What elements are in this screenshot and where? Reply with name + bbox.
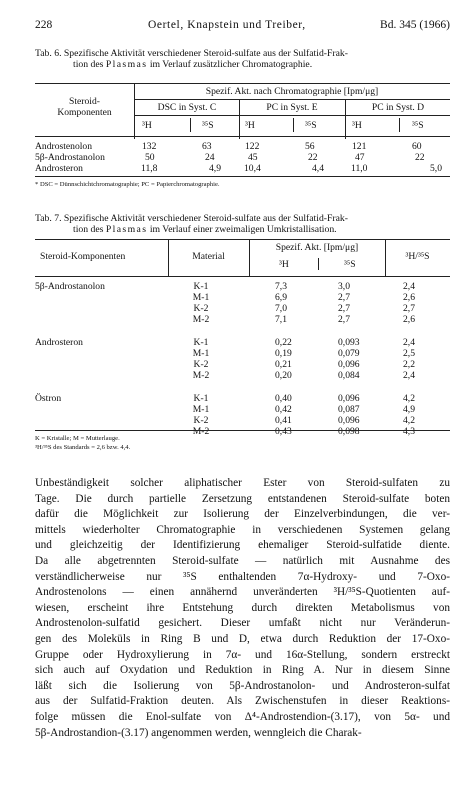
table6-cell: 63 — [202, 141, 212, 152]
table7-footnote-2: ³H/³⁵S des Standards = 2,6 bzw. 4,4. — [35, 444, 131, 451]
body-line: Da alle abgetrennten Steroid-sulfate — natürlich mit Ausnahme des — [35, 554, 450, 567]
body-line: Gruppe oder Hydroxylierung in 7α- und 16α-Stellung, sondern erstreckt — [35, 648, 450, 661]
table7-cell-s: 0,093 — [338, 337, 360, 348]
table7-material: M-1 — [192, 292, 210, 303]
table7-cell-ratio: 2,7 — [403, 303, 415, 314]
table6-footnote: * DSC = Dünnschichtchromatographie; PC = Papierchromatographie. — [35, 181, 220, 188]
table7-cell-h: 0,21 — [275, 359, 292, 370]
running-authors: Oertel, Knapstein und Treiber, — [148, 19, 306, 31]
body-line: wiesen, erscheint ihre Entstehung durch direkten Metabolismus von — [35, 601, 450, 614]
table6-cell: 24 — [205, 152, 215, 163]
table6-cell: 45 — [248, 152, 258, 163]
table7-cell-h: 0,40 — [275, 393, 292, 404]
table6-cell: 22 — [415, 152, 425, 163]
table7-cell-s: 0,087 — [338, 404, 360, 415]
body-line: Tage. Die durch partielle Zersetzung entstandenen Steroid-sulfate boten — [35, 492, 450, 505]
table6-row-name: Androsteron — [35, 163, 83, 174]
table7-group-name: Androsteron — [35, 337, 83, 348]
table6-cell: 10,4 — [244, 163, 261, 174]
table7-col-ratio: ³H/³⁵S — [405, 251, 430, 262]
table6-top-rule — [35, 83, 450, 84]
table7-cell-s: 0,084 — [338, 370, 360, 381]
table6-sub-h1: ³H — [142, 120, 152, 131]
body-line: aus der Sulfatid-Fraktion deuten. Als Zwischenstufen in dieser Reaktions- — [35, 695, 450, 708]
table6-sub-s1: ³⁵S — [202, 120, 214, 131]
table7-cell-h: 0,43 — [275, 426, 292, 437]
table7-material: M-2 — [192, 370, 210, 381]
table7-sub-h: ³H — [279, 259, 289, 270]
table7-cell-h: 7,1 — [275, 314, 287, 325]
table7-cell-s: 2,7 — [338, 303, 350, 314]
table6-cell: 11,8 — [141, 163, 158, 174]
volume-info: Bd. 345 (1966) — [380, 19, 450, 31]
table6-sub-h3: ³H — [352, 120, 362, 131]
table6-row-name: Androstenolon — [35, 141, 93, 152]
table7-cell-ratio: 4,2 — [403, 415, 415, 426]
table6-sub-s3: ³⁵S — [412, 120, 424, 131]
table7-cell-ratio: 2,6 — [403, 292, 415, 303]
page-number: 228 — [35, 19, 53, 31]
table7-cell-h: 6,9 — [275, 292, 287, 303]
body-line: Androstenolons — einen annähernd unveränderten ³H/³⁵S-Quotienten auf- — [35, 586, 450, 599]
body-line: 5β-Androstandion-(3.17) angenommen werden, wenngleich die Charak- — [35, 726, 362, 739]
table7-cell-h: 7,0 — [275, 303, 287, 314]
table6-cell: 5,0 — [430, 163, 442, 174]
table7-material: K-1 — [193, 337, 209, 348]
table7-cell-h: 0,41 — [275, 415, 292, 426]
table7-cell-h: 0,19 — [275, 348, 292, 359]
table6-row-name: 5β-Androstanolon — [35, 152, 105, 163]
table7-cell-ratio: 2,2 — [403, 359, 415, 370]
table7-spanner: Spezif. Akt. [Ipm/μg] — [275, 242, 359, 253]
table7-material: K-1 — [193, 393, 209, 404]
body-line: Unbeständigkeit solcher aliphatischer Ester von Steroid-sulfaten zu — [35, 477, 450, 489]
table6-cell: 11,0 — [351, 163, 368, 174]
body-line: sich auch auf Oxydation und Reduktion in Ring A. Nur in diesem Sinne — [35, 664, 450, 677]
table7-material: K-2 — [193, 303, 209, 314]
table7-material: K-2 — [193, 415, 209, 426]
table7-material: K-2 — [193, 359, 209, 370]
table6-caption: Tab. 6. Spezifische Aktivität verschiedener Steroid-sulfate aus der Sulfatid-Frak- tion des Plasmas im Verlauf zusätzlicher Chromatographie. — [35, 48, 348, 70]
table7-cell-ratio: 2,4 — [403, 281, 415, 292]
table6-sub-h2: ³H — [245, 120, 255, 131]
table6-group-1: DSC in Syst. C — [157, 102, 217, 113]
table6-spanner: Spezif. Akt. nach Chromatographie [Ipm/μg] — [205, 86, 379, 97]
table7-cell-h: 0,22 — [275, 337, 292, 348]
table7-footnote-1: K = Kristalle; M = Mutterlauge. — [35, 435, 120, 442]
body-text — [35, 476, 450, 741]
table6-cell: 22 — [308, 152, 318, 163]
table6-group-2: PC in Syst. E — [266, 102, 318, 113]
table7-material: M-2 — [192, 314, 210, 325]
table7-cell-s: 2,7 — [338, 292, 350, 303]
table6-rowhead-2: Komponenten — [57, 107, 112, 118]
table7-material: M-2 — [192, 426, 210, 437]
table6-sub-s2: ³⁵S — [305, 120, 317, 131]
table7-cell-ratio: 2,5 — [403, 348, 415, 359]
body-line: verständlicherweise nur ³⁵S enthaltenden 7α-Hydroxy- und 7-Oxo- — [35, 570, 450, 583]
table7-cell-ratio: 2,4 — [403, 337, 415, 348]
table6-cell: 122 — [245, 141, 260, 152]
table7-cell-h: 0,42 — [275, 404, 292, 415]
body-line: gen des Moleküls in Ring B und D, etwa durch Reduktion der 17-Oxo- — [35, 632, 450, 645]
table7-material: M-1 — [192, 404, 210, 415]
table6-group-3: PC in Syst. D — [371, 102, 425, 113]
table7-cell-ratio: 4,2 — [403, 393, 415, 404]
table7-material: K-1 — [193, 281, 209, 292]
table7-cell-ratio: 4,9 — [403, 404, 415, 415]
table7-cell-s: 0,098 — [338, 426, 360, 437]
table7-cell-h: 0,20 — [275, 370, 292, 381]
table7-caption: Tab. 7. Spezifische Aktivität verschiedener Steroid-sulfate aus der Sulfatid-Frak- tion des Plasmas im Verlauf einer zweimaligen Umkristallisation. — [35, 213, 348, 235]
body-line: und gleichzeitig der Identifizierung ehemaliger Steroid-sulfatide diente. — [35, 539, 450, 552]
table6-cell: 4,4 — [312, 163, 324, 174]
table7-cell-s: 3,0 — [338, 281, 350, 292]
table7-group-name: 5β-Androstanolon — [35, 281, 105, 292]
table7-sub-s: ³⁵S — [344, 259, 356, 270]
table7-top-rule — [35, 239, 450, 240]
body-line: mittels wiederholter Chromatographie in verschiedenen Systemen gelang — [35, 523, 450, 536]
table6-cell: 121 — [352, 141, 367, 152]
table6-cell: 47 — [355, 152, 365, 163]
table7-cell-s: 0,096 — [338, 415, 360, 426]
table6-cell: 4,9 — [209, 163, 221, 174]
body-line: folge müssen die Enol-sulfate von Δ⁴-Androstendion-(3.17), von 5α- und — [35, 710, 450, 723]
table6-cell: 132 — [142, 141, 157, 152]
table6-cell: 50 — [145, 152, 155, 163]
table6-cell: 56 — [305, 141, 315, 152]
table7-col-steroid: Steroid-Komponenten — [40, 251, 126, 262]
table7-col-material: Material — [192, 251, 225, 262]
body-line: läßt sich die Isolierung von 5β-Androstanolon- und Androsteron-sulfat — [35, 679, 450, 692]
table6-cell: 60 — [412, 141, 422, 152]
table7-cell-s: 2,7 — [338, 314, 350, 325]
table7-material: M-1 — [192, 348, 210, 359]
table7-cell-s: 0,096 — [338, 393, 360, 404]
table7-cell-ratio: 2,6 — [403, 314, 415, 325]
table7-group-name: Östron — [35, 393, 62, 404]
body-line: dafür die Möglichkeit zur Isolierung der Einzelverbindungen, die ver- — [35, 508, 450, 521]
body-line: Androstenolon-sulfatid gesichert. Dieser umfaßt nicht nur Veränderun- — [35, 617, 450, 630]
table7-cell-s: 0,096 — [338, 359, 360, 370]
table7-cell-ratio: 2,4 — [403, 370, 415, 381]
table7-cell-s: 0,079 — [338, 348, 360, 359]
table7-cell-h: 7,3 — [275, 281, 287, 292]
table7-cell-ratio: 4,3 — [403, 426, 415, 437]
table6-rowhead-1: Steroid- — [69, 96, 100, 107]
